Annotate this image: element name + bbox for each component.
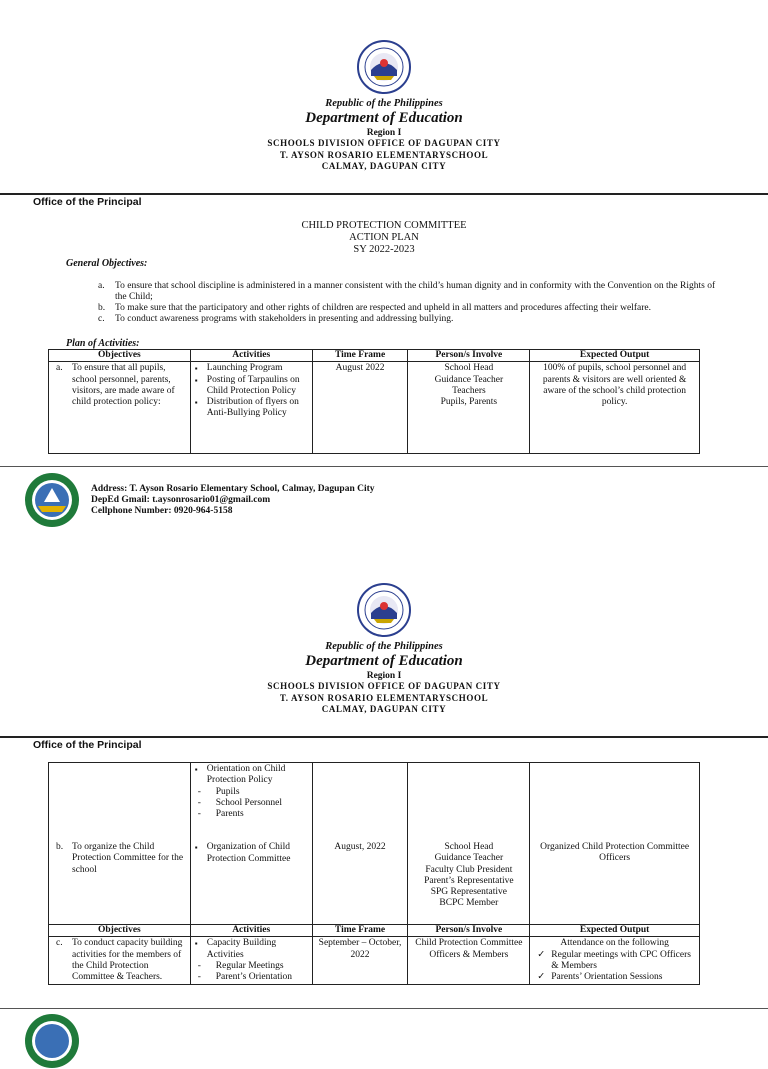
- office-label: Office of the Principal: [33, 739, 142, 751]
- col-activities: Activities: [190, 350, 312, 362]
- output-check-item: ✓ Parents’ Orientation Sessions: [533, 972, 696, 983]
- letterhead: [0, 641, 768, 716]
- activity-subitem: - Parents: [194, 809, 309, 820]
- republic-line: Republic of the Philippines: [325, 98, 443, 109]
- person-item: Pupils, Parents: [440, 397, 498, 408]
- activity-item: ▪ Orientation on Child Protection Policy: [194, 764, 309, 787]
- department-line: Department of Education: [305, 653, 463, 669]
- objective-text: To organize the Child Protection Committee for the school: [72, 842, 184, 875]
- footer-divider: [0, 466, 768, 467]
- table-header-row: [49, 350, 700, 362]
- list-item: b. To make sure that the participatory and other rights of children are respected and upheld in all matters and procedures affecting their welfare.: [98, 303, 651, 313]
- republic-line: Republic of the Philippines: [325, 641, 443, 652]
- person-item: School Head: [444, 842, 494, 852]
- objective-text: To conduct capacity building activities for the members of the Child Protection Committee & Teachers.: [72, 938, 183, 983]
- activity-subitem: - Pupils: [194, 787, 309, 798]
- action-plan-table-2: [48, 762, 700, 985]
- title-line-3: SY 2022-2023: [353, 244, 415, 255]
- list-item: a. To ensure that school discipline is administered in a manner consistent with the child’s human dignity and in conformity with the Convention on the Rights of the Child;: [98, 281, 716, 302]
- person-item: Guidance Teacher: [434, 374, 504, 385]
- list-item: c. To conduct awareness programs with stakeholders in presenting and addressing bullying.: [98, 314, 454, 324]
- activity-subitem: - School Personnel: [194, 798, 309, 809]
- table-row: a. To ensure that all pupils, school personnel, parents, visitors, are made aware of child protection policy: ▪ Launching Program ▪ Posting of Tarpaulins on Child Protection Policy ▪ Distribution of flyers on Anti-Bullying Policy August 2022 School Head Guidance Teacher Teachers Pupils, Parents 100% of pupils, school personnel and parents & visitors are well oriented & aware of the school’s child protection policy.: [49, 362, 700, 454]
- person-item: Guidance Teacher: [434, 853, 504, 864]
- division-line: SCHOOLS DIVISION OFFICE OF DAGUPAN CITY: [267, 138, 501, 148]
- col-time-frame: Time Frame: [312, 350, 408, 362]
- activity-item: ▪ Capacity Building Activities: [194, 938, 309, 961]
- person-item: Teachers: [452, 385, 486, 396]
- persons-cell: Child Protection Committee Officers & Members: [408, 937, 530, 985]
- phone-line: Cellphone Number: 0920-964-5158: [91, 506, 233, 516]
- time-frame-cell: September – October, 2022: [312, 937, 408, 985]
- letterhead: [0, 98, 768, 173]
- col-objectives: Objectives: [49, 925, 191, 937]
- general-objectives-list: [98, 281, 718, 325]
- office-label: Office of the Principal: [33, 196, 142, 208]
- person-item: Faculty Club President: [425, 864, 513, 875]
- col-time-frame: Time Frame: [312, 925, 408, 937]
- output-intro: Attendance on the following: [560, 938, 669, 949]
- objective-text: To ensure that all pupils, school personnel, parents, visitors, are made aware of child protection policy:: [72, 363, 175, 408]
- region-line: Region I: [366, 671, 402, 681]
- activity-item: ▪ Distribution of flyers on Anti-Bullying Policy: [194, 397, 309, 420]
- activity-subitem: - Regular Meetings: [194, 961, 309, 972]
- output-check-item: ✓ Regular meetings with CPC Officers & Members: [533, 950, 696, 973]
- col-objectives: Objectives: [49, 350, 191, 362]
- header-divider: [0, 193, 768, 195]
- school-contact: [91, 484, 375, 517]
- department-line: Department of Education: [305, 110, 463, 126]
- header-divider: [0, 736, 768, 738]
- person-item: School Head: [444, 363, 494, 374]
- plan-of-activities-label: Plan of Activities:: [66, 338, 140, 349]
- school-line: T. AYSON ROSARIO ELEMENTARYSCHOOL: [279, 692, 489, 703]
- col-activities: Activities: [190, 925, 312, 937]
- col-persons: Person/s Involve: [408, 350, 530, 362]
- expected-output-cell: Organized Child Protection Committee Officers: [540, 842, 690, 864]
- person-item: BCPC Member: [439, 898, 499, 909]
- person-item: SPG Representative: [430, 887, 507, 898]
- address-line: Address: T. Ayson Rosario Elementary School, Calmay, Dagupan City: [91, 484, 375, 494]
- activity-item: ▪ Posting of Tarpaulins on Child Protection Policy: [194, 375, 309, 398]
- title-line-2: ACTION PLAN: [349, 232, 419, 243]
- activity-subitem: - Parent’s Orientation: [194, 972, 309, 983]
- school-logo-icon: [24, 472, 80, 528]
- expected-output-cell: 100% of pupils, school personnel and parents & visitors are well oriented & aware of the school’s child protection policy.: [530, 362, 700, 454]
- division-line: SCHOOLS DIVISION OFFICE OF DAGUPAN CITY: [267, 681, 501, 691]
- title-line-1: CHILD PROTECTION COMMITTEE: [301, 220, 467, 231]
- time-frame-cell: August, 2022: [334, 842, 386, 852]
- document-title: [0, 220, 768, 256]
- table-header-row: [49, 925, 700, 937]
- table-row: b. To organize the Child Protection Committee for the school ▪ Orientation on Child Protection Policy - Pupils - School Personnel - Parents ▪ Organization of Child Protection Committee August, 2022 School Head Guidance Teacher Faculty Club President Parent’s Representative SPG Representative BCPC Member Organized Child Protection Committee Officers: [49, 763, 700, 925]
- person-item: Parent’s Representative: [424, 875, 514, 886]
- school-logo-icon: [24, 1013, 80, 1069]
- school-line: T. AYSON ROSARIO ELEMENTARYSCHOOL: [279, 149, 489, 160]
- gmail-line: DepEd Gmail: t.aysonrosario01@gmail.com: [91, 495, 271, 505]
- deped-seal-icon: [357, 40, 411, 94]
- deped-seal-icon: [357, 583, 411, 637]
- activity-item: ▪ Organization of Child Protection Committee: [194, 842, 309, 865]
- activity-item: ▪ Launching Program: [194, 363, 309, 374]
- col-expected-output: Expected Output: [530, 925, 700, 937]
- table-row: c. To conduct capacity building activities for the members of the Child Protection Committee & Teachers. ▪ Capacity Building Activities - Regular Meetings - Parent’s Orientation September – October, 2022 Child Protection Committee Officers & Members Attendance on the following ✓ Regular meetings with CPC Officers & Members ✓ Parents’ Orientation Sessions: [49, 937, 700, 985]
- col-expected-output: Expected Output: [530, 350, 700, 362]
- location-line: CALMAY, DAGUPAN CITY: [321, 704, 447, 714]
- action-plan-table-1: [48, 349, 700, 454]
- location-line: CALMAY, DAGUPAN CITY: [321, 161, 447, 171]
- time-frame-cell: August 2022: [312, 362, 408, 454]
- col-persons: Person/s Involve: [408, 925, 530, 937]
- region-line: Region I: [366, 128, 402, 138]
- footer-divider: [0, 1008, 768, 1009]
- general-objectives-label: General Objectives:: [66, 258, 148, 269]
